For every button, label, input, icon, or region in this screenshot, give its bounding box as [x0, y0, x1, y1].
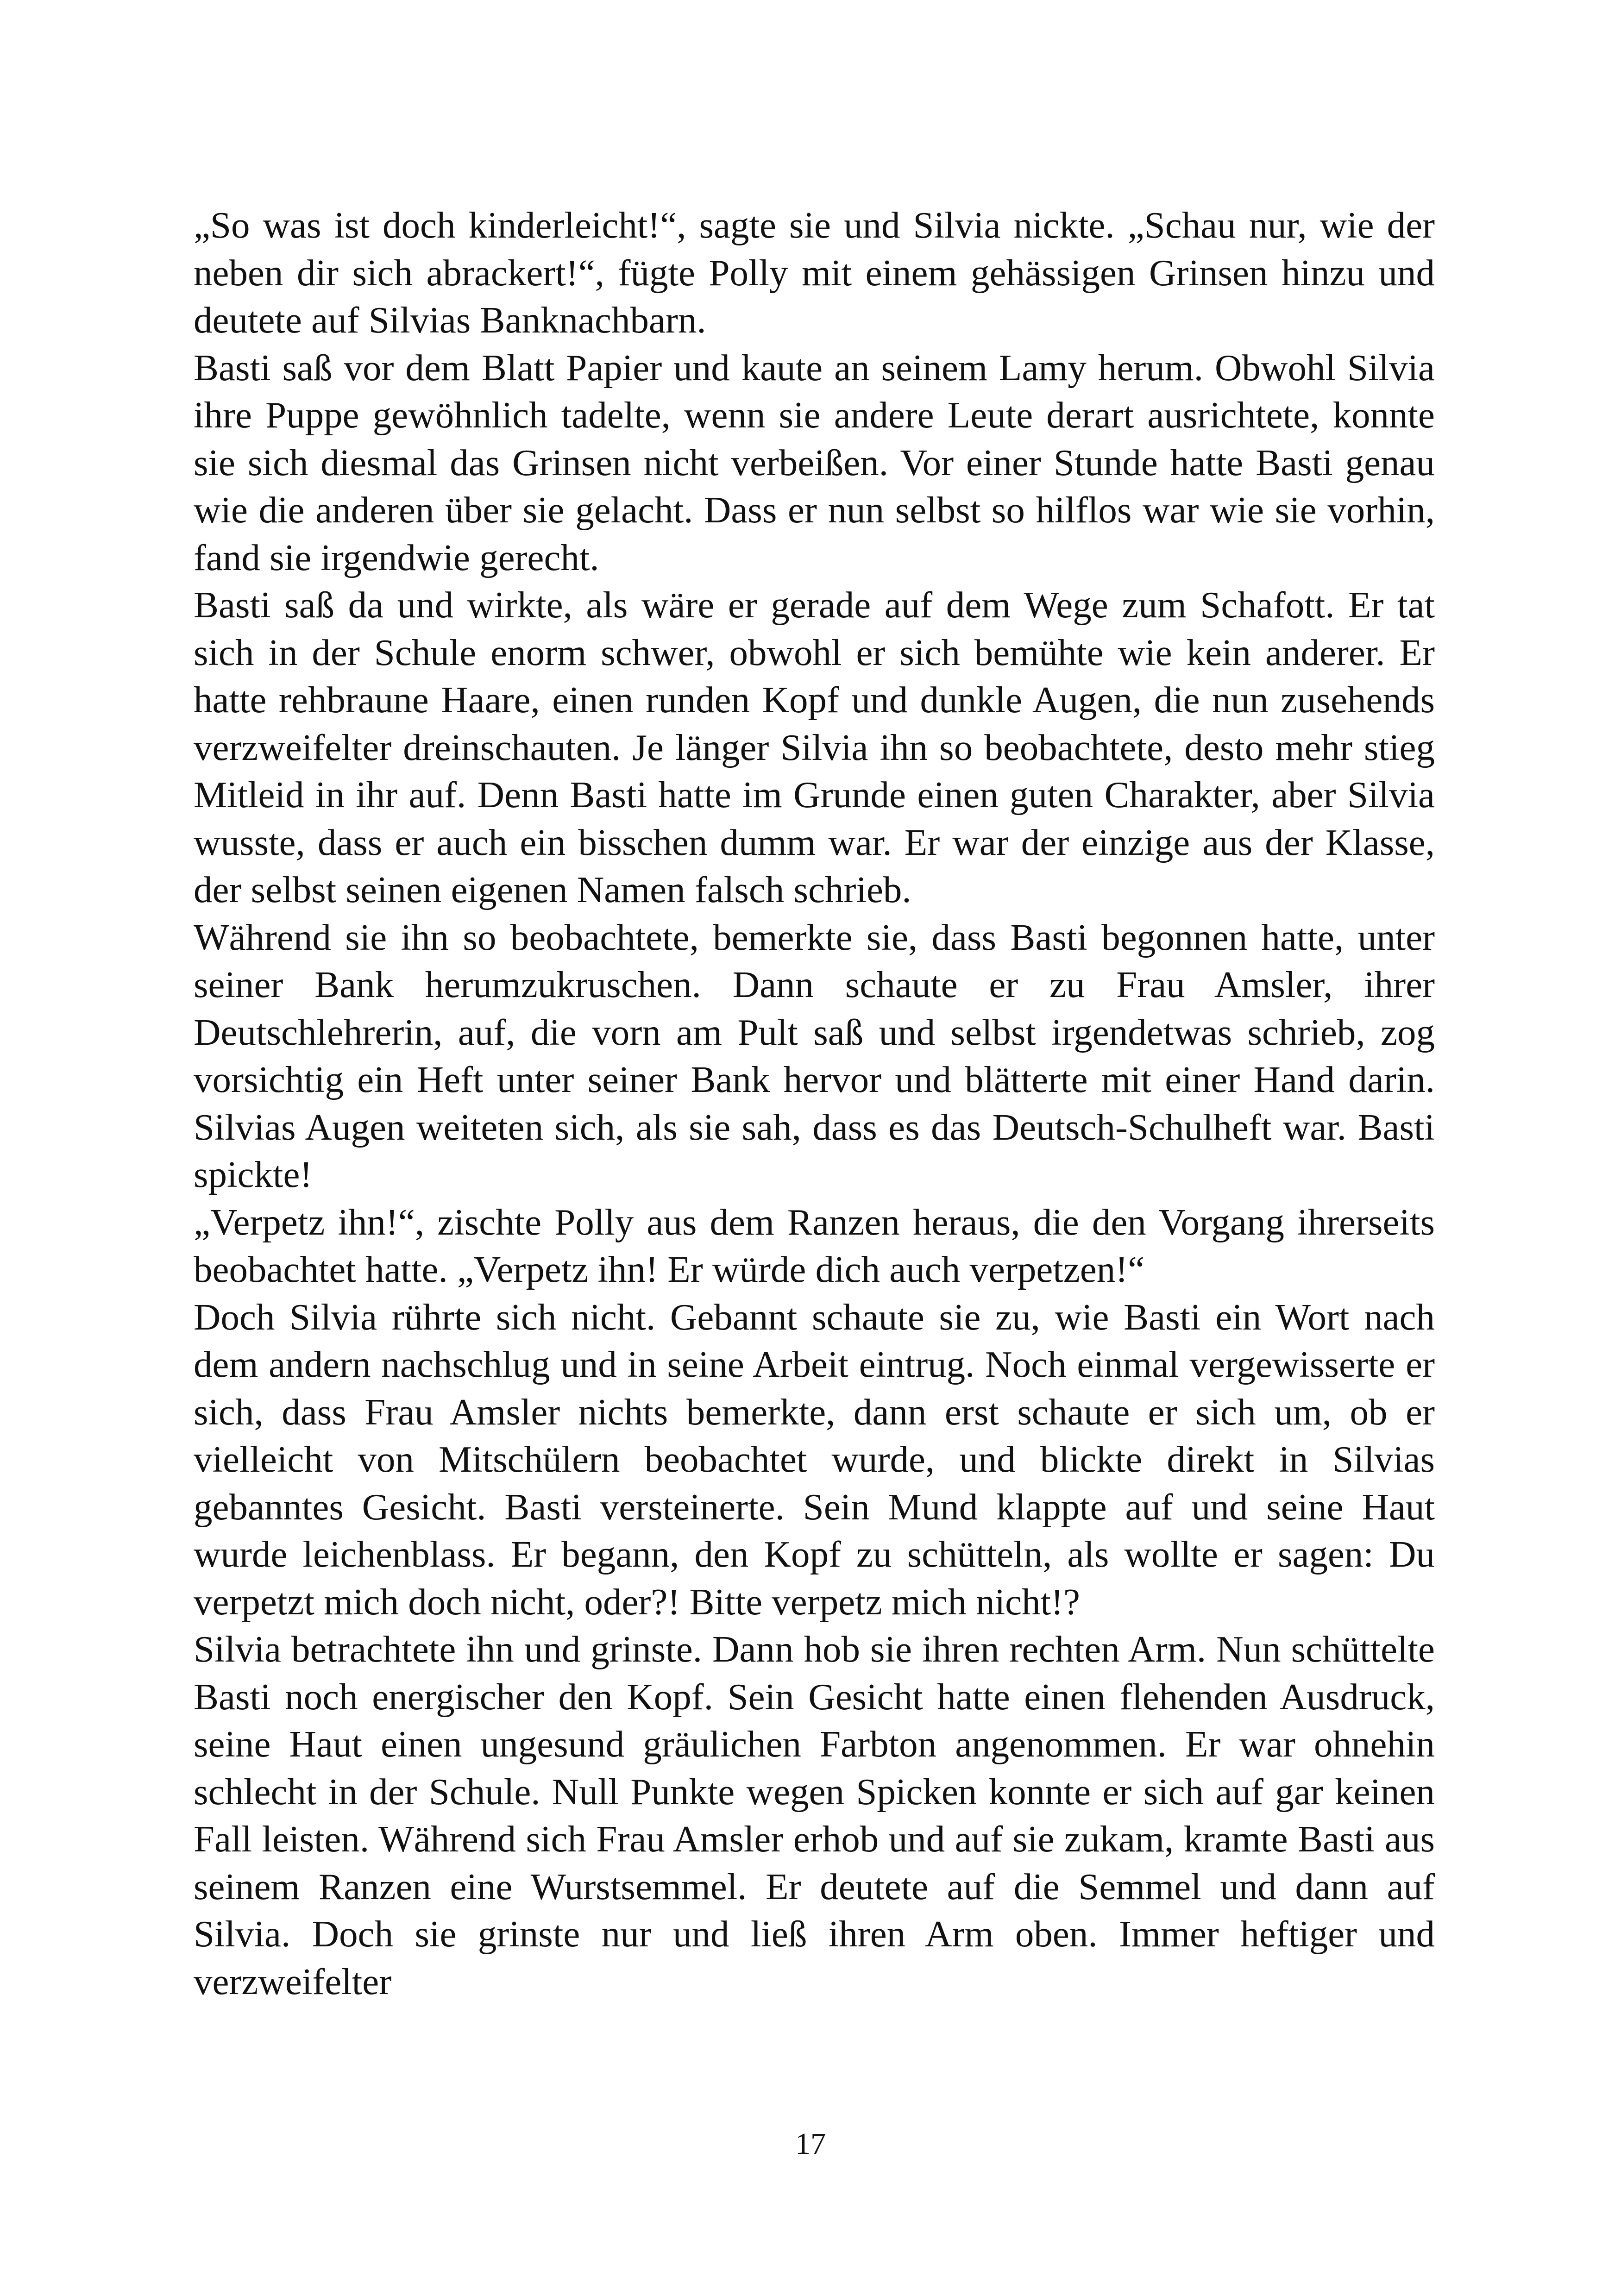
paragraph-6: Doch Silvia rührte sich nicht. Gebannt schaute sie zu, wie Basti ein Wort nach dem andern nachschlug und in seine Arbeit eintrug. Noch einmal vergewisserte er sich, dass Frau Amsler nichts bemerkte, dann erst schaute er sich um, ob er vielleicht von Mitschülern beobachtet wurde, und blickte direkt in Silvias gebanntes Gesicht. Basti versteinerte. Sein Mund klappte auf und seine Haut wurde leichenblass. Er begann, den Kopf zu schütteln, als wollte er sagen: Du verpetzt mich doch nicht, oder?! Bitte verpetz mich nicht!?: [194, 1296, 1435, 1623]
paragraph-1: „So was ist doch kinderleicht!“, sagte sie und Silvia nickte. „Schau nur, wie der neben dir sich abrackert!“, fügte Polly mit einem gehässigen Grinsen hinzu und deutete auf Silvias Banknachbarn.: [194, 204, 1435, 341]
paragraph-4: Während sie ihn so beobachtete, bemerkte sie, dass Basti begonnen hatte, unter seiner Bank herumzukruschen. Dann schaute er zu Frau Amsler, ihrer Deutschlehrerin, auf, die vorn am Pult saß und selbst irgendetwas schrieb, zog vorsichtig ein Heft unter seiner Bank hervor und blätterte mit einer Hand darin. Silvias Augen weiteten sich, als sie sah, dass es das Deutsch-Schulheft war. Basti spickte!: [194, 916, 1435, 1195]
body-text: [194, 201, 1435, 2005]
paragraph-3: Basti saß da und wirkte, als wäre er gerade auf dem Wege zum Schafott. Er tat sich in der Schule enorm schwer, obwohl er sich bemühte wie kein anderer. Er hatte rehbraune Haare, einen runden Kopf und dunkle Augen, die nun zusehends verzweifelter dreinschauten. Je länger Silvia ihn so beobachtete, desto mehr stieg Mitleid in ihr auf. Denn Basti hatte im Grunde einen guten Charakter, aber Silvia wusste, dass er auch ein bisschen dumm war. Er war der einzige aus der Klasse, der selbst seinen eigenen Namen falsch schrieb.: [194, 584, 1435, 910]
paragraph-5: „Verpetz ihn!“, zischte Polly aus dem Ranzen heraus, die den Vorgang ihrerseits beobachtet hatte. „Verpetz ihn! Er würde dich auch verpetzen!“: [194, 1201, 1435, 1290]
paragraph-7: Silvia betrachtete ihn und grinste. Dann hob sie ihren rechten Arm. Nun schüttelte Basti noch energischer den Kopf. Sein Gesicht hatte einen flehenden Ausdruck, seine Haut einen ungesund gräulichen Farbton angenommen. Er war ohnehin schlecht in der Schule. Null Punkte wegen Spicken konnte er sich auf gar keinen Fall leisten. Während sich Frau Amsler erhob und auf sie zukam, kramte Basti aus seinem Ranzen eine Wurstsemmel. Er deutete auf die Semmel und dann auf Silvia. Doch sie grinste nur und ließ ihren Arm oben. Immer heftiger und verzweifelter: [194, 1628, 1435, 2002]
paragraph-2: Basti saß vor dem Blatt Papier und kaute an seinem Lamy herum. Obwohl Silvia ihre Puppe gewöhnlich tadelte, wenn sie andere Leute derart ausrichtete, konnte sie sich diesmal das Grinsen nicht verbeißen. Vor einer Stunde hatte Basti genau wie die anderen über sie gelacht. Dass er nun selbst so hilflos war wie sie vorhin, fand sie irgendwie gerecht.: [194, 346, 1435, 578]
page-number: 17: [795, 2127, 826, 2161]
